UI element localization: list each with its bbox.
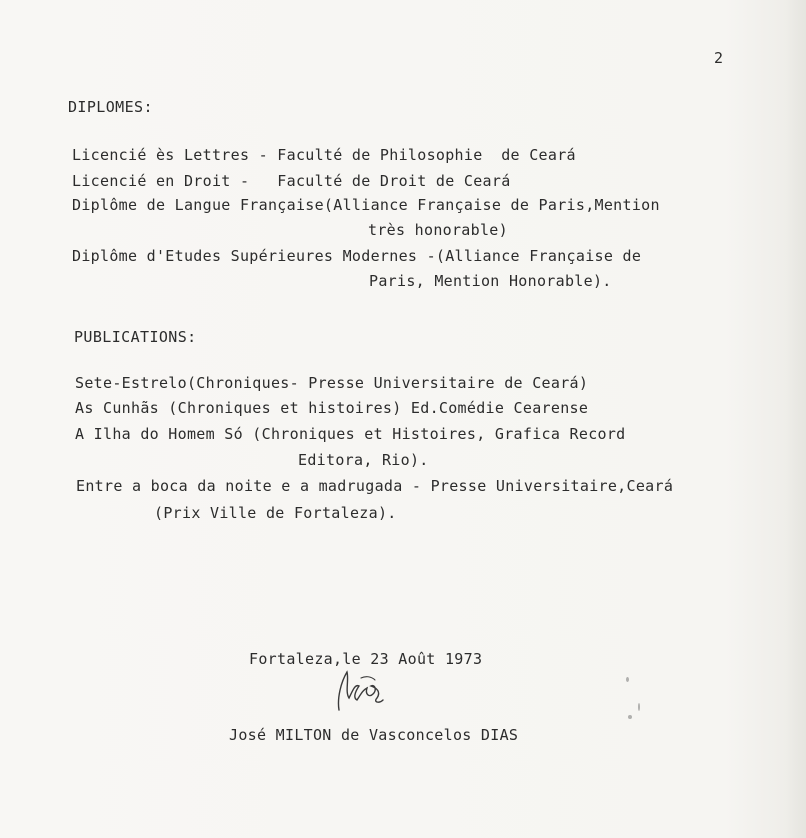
signature-scribble [325, 664, 395, 716]
publication-line: As Cunhãs (Chroniques et histoires) Ed.Comédie Cearense [75, 399, 589, 417]
page-number: 2 [714, 49, 724, 67]
diploma-line: Licencié en Droit - Faculté de Droit de Ceará [72, 172, 511, 190]
diploma-line: Paris, Mention Honorable). [369, 272, 612, 290]
signatory-name: José MILTON de Vasconcelos DIAS [229, 726, 519, 744]
publications-heading: PUBLICATIONS: [74, 328, 197, 346]
publication-line: A Ilha do Homem Só (Chroniques et Histoires, Grafica Record [75, 425, 626, 443]
diploma-line: Diplôme d'Etudes Supérieures Modernes -(Alliance Française de [72, 247, 642, 265]
ink-mark [638, 703, 640, 711]
publication-line: Editora, Rio). [298, 451, 429, 469]
page-edge-shadow [786, 0, 806, 838]
publication-line: Sete-Estrelo(Chroniques- Presse Universitaire de Ceará) [75, 374, 589, 392]
ink-mark [628, 715, 632, 719]
publication-line: (Prix Ville de Fortaleza). [154, 504, 397, 522]
place-date: Fortaleza,le 23 Août 1973 [249, 650, 483, 668]
diploma-line: Licencié ès Lettres - Faculté de Philosophie de Ceará [72, 146, 576, 164]
diploma-line: Diplôme de Langue Française(Alliance Française de Paris,Mention [72, 196, 660, 214]
diploma-line: très honorable) [368, 221, 508, 239]
diplomes-heading: DIPLOMES: [68, 98, 153, 116]
ink-mark [626, 677, 629, 682]
publication-line: Entre a boca da noite e a madrugada - Presse Universitaire,Ceará [76, 477, 674, 495]
